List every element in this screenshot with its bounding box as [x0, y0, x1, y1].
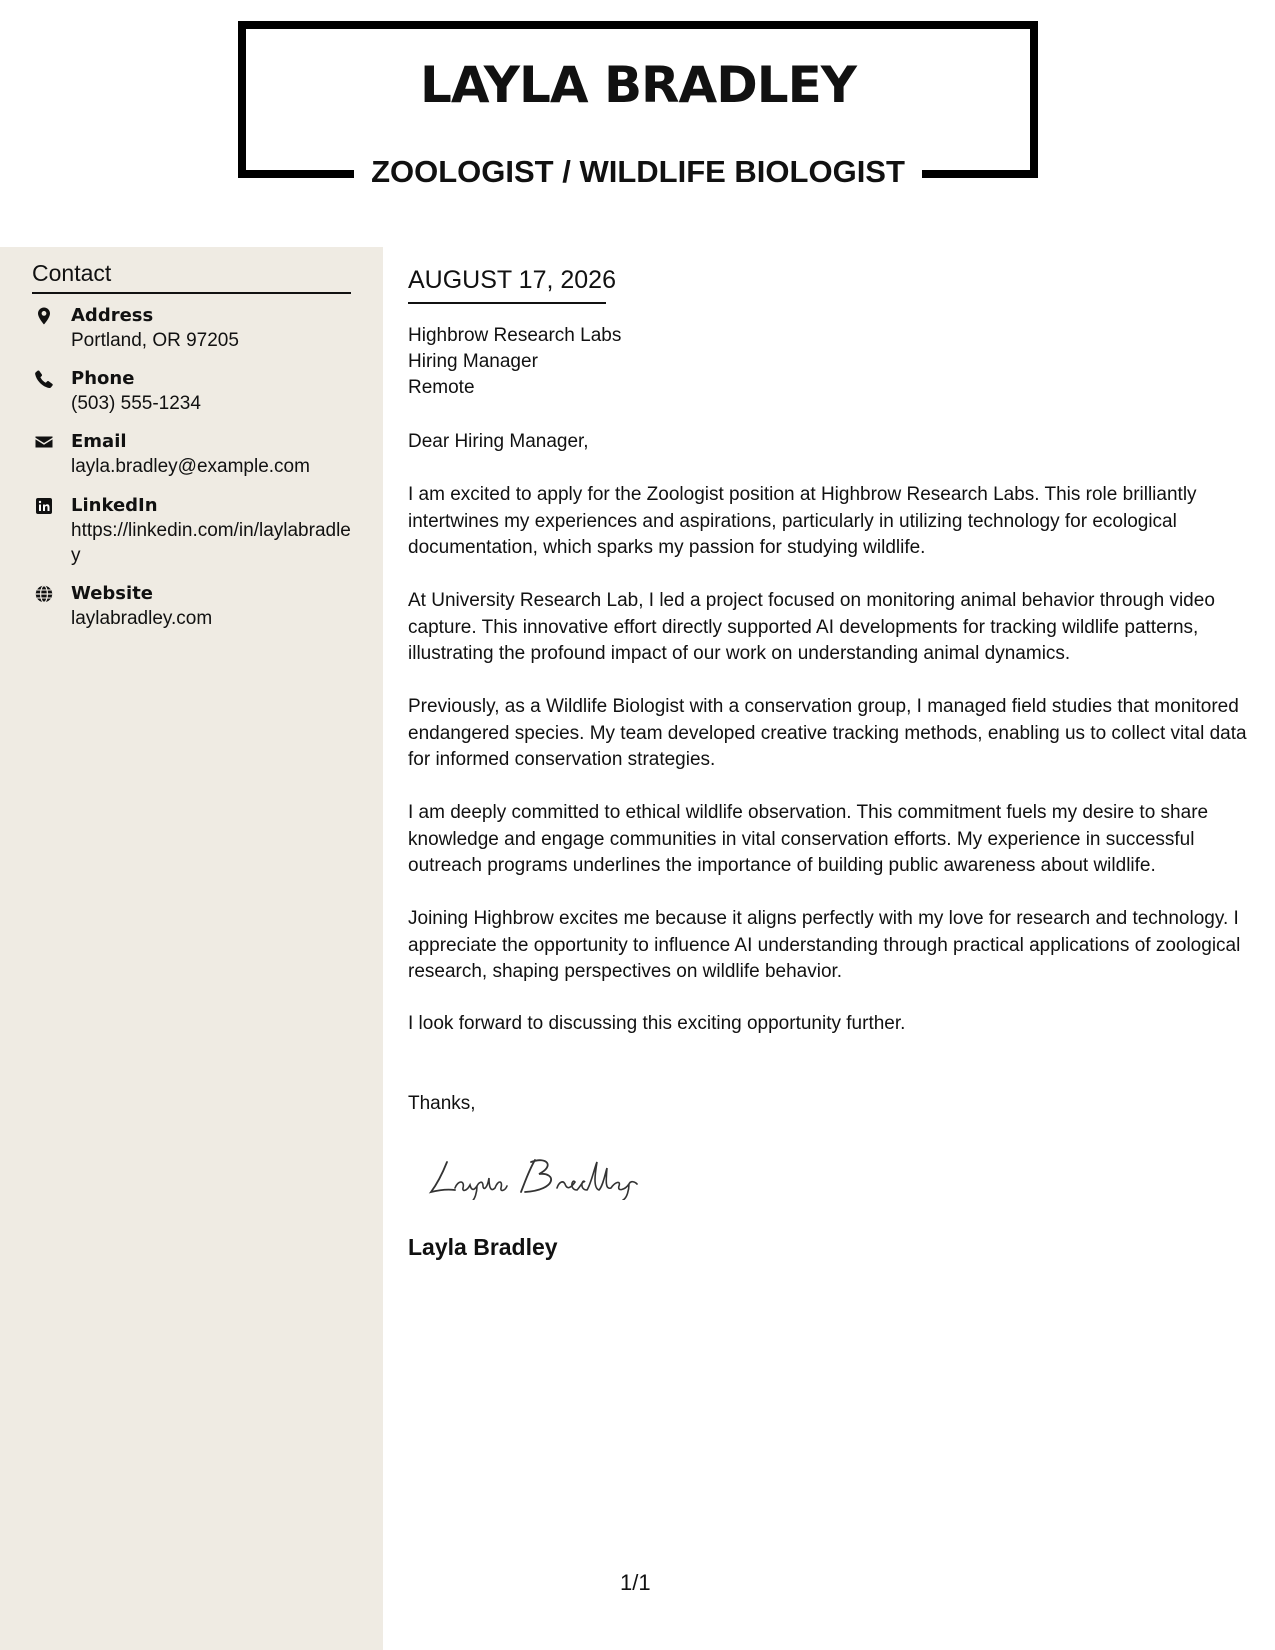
recipient-location: Remote	[408, 377, 475, 398]
recipient-company: Highbrow Research Labs	[408, 325, 622, 346]
candidate-name: LAYLA BRADLEY	[420, 56, 856, 114]
salutation: Dear Hiring Manager,	[408, 431, 589, 452]
job-title: ZOOLOGIST / WILDLIFE BIOLOGIST	[371, 154, 905, 189]
date-underline	[408, 302, 606, 304]
contact-label: Website	[71, 583, 154, 604]
phone-icon	[34, 369, 54, 389]
page-number: 1/1	[620, 1570, 651, 1595]
contact-value[interactable]: layla.bradley@example.com	[71, 456, 310, 477]
contact-heading: Contact	[32, 260, 112, 286]
letter-paragraph: At University Research Lab, I led a project focused on monitoring animal behavior through video capture. This innovative effort directly supported AI developments for tracking wildlife patterns, illustrating the profound impact of our work on understanding animal dynamics.	[408, 590, 1215, 664]
contact-value: (503) 555-1234	[71, 393, 201, 414]
letter-paragraph: I am excited to apply for the Zoologist position at Highbrow Research Labs. This role brilliantly intertwines my experiences and aspirations, particularly in utilizing technology for ecological documentation, which sparks my passion for studying wildlife.	[408, 484, 1197, 558]
recipient-role: Hiring Manager	[408, 351, 538, 372]
contact-label: Email	[71, 431, 127, 452]
envelope-icon	[34, 432, 54, 452]
signer-name: Layla Bradley	[408, 1234, 558, 1260]
contact-divider	[32, 292, 351, 294]
globe-icon	[34, 584, 54, 604]
closing: Thanks,	[408, 1093, 476, 1114]
map-pin-icon	[34, 306, 54, 326]
contact-label: LinkedIn	[71, 495, 158, 516]
linkedin-icon	[34, 496, 54, 516]
recipient-block	[408, 323, 621, 401]
letter-paragraph: I look forward to discussing this exciting opportunity further.	[408, 1013, 906, 1034]
handwritten-signature	[425, 1150, 655, 1200]
letter-date: AUGUST 17, 2026	[408, 266, 616, 294]
contact-label: Address	[71, 305, 154, 326]
contact-value[interactable]: laylabradley.com	[71, 608, 213, 629]
contact-label: Phone	[71, 368, 135, 389]
letter-paragraph: Joining Highbrow excites me because it aligns perfectly with my love for research and technology. I appreciate the opportunity to influence AI understanding through practical applications of zoological research, shaping perspectives on wildlife behavior.	[408, 908, 1241, 982]
contact-value: Portland, OR 97205	[71, 330, 239, 351]
letter-paragraph: Previously, as a Wildlife Biologist with a conservation group, I managed field studies that monitored endangered species. My team developed creative tracking methods, enabling us to collect vital data for informed conservation strategies.	[408, 696, 1247, 770]
letter-paragraph: I am deeply committed to ethical wildlife observation. This commitment fuels my desire to share knowledge and engage communities in vital conservation efforts. My experience in successful outreach programs underlines the importance of building public awareness about wildlife.	[408, 802, 1209, 876]
contact-value[interactable]: https://linkedin.com/in/laylabradley	[71, 520, 351, 566]
